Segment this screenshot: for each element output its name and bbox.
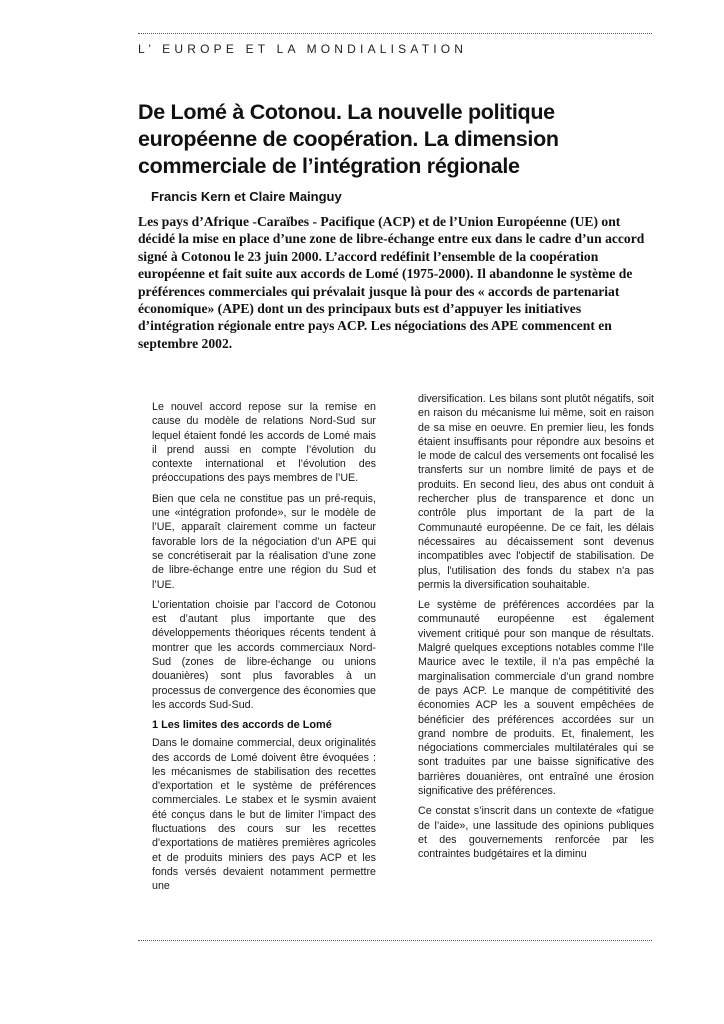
right-paragraph-1: diversification. Les bilans sont plutôt négatifs, soit en raison du mécanisme lui même, soit en raison de sa mise en oeuvre. En premier lieu, les fonds étaient insuffisants pour répondre aux besoins et le mode de calcul des versements ont focalisé les transferts sur un nombre limité de pays et de produits. En second lieu, des abus ont conduit à rechercher plus de transparence et donc un contrôle plus important de la part de la Communauté européenne. De ce fait, les délais nécessaires au décaissement sont devenus incompatibles avec l'objectif de stabilisation. De plus, l'utilisation des fonds du stabex n'a pas permis la diversification souhaitable. bbox=[418, 393, 654, 591]
left-paragraph-2: Bien que cela ne constitue pas un pré-requis, une «intégration profonde», sur le modèle de l’UE, apparaît clairement comme un facteur favorable lors de la négociation d’un APE qui se concrétiserait par la réalisation d’une zone de libre-échange entre une région du Sud et l’UE. bbox=[152, 492, 376, 591]
right-paragraph-2: Le système de préférences accordées par la communauté européenne est également vivement critiqué pour son manque de résultats. Malgré quelques exceptions notables comme l'Ile Maurice avec le textile, il n’a pas empêché la marginalisation commerciale d’un grand nombre de pays ACP. Le manque de compétitivité des économies ACP les a souvent empêchées de bénéficier des préférences accordées sur un grand nombre de produits. Et, finalement, les négociations commerciales multilatérales qui se sont traduites par une baisse significative des barrières douanières, ont entraîné une érosion significative des préférences. bbox=[418, 599, 654, 798]
left-paragraph-1: Le nouvel accord repose sur la remise en cause du modèle de relations Nord-Sud sur lequel étaient fondé les accords de Lomé mais il prend aussi en compte l’évolution du contexte international et l’évolution des préoccupations des pays membres de l’UE. bbox=[152, 401, 376, 485]
left-paragraph-4: Dans le domaine commercial, deux originalités des accords de Lomé doivent être évoquées : les mécanismes de stabilisation des recettes d'exportation et le système de préférences commerciales. Le stabex et le sysmin avaient été conçus dans le but de limiter l’impact des fluctuations des cours sur les recettes d'exportations de matières premières agricoles et de produits miniers des pays ACP et les fonds versés devaient notamment permettre une bbox=[152, 737, 376, 893]
right-column bbox=[418, 392, 654, 868]
running-header: L’ EUROPE ET LA MONDIALISATION bbox=[138, 42, 468, 56]
right-paragraph-3: Ce constat s’inscrit dans un contexte de «fatigue de l’aide», une lassitude des opinions publiques et des gouvernements renforcée par les contraintes budgétaires et la diminu bbox=[418, 805, 654, 861]
article-lead: Les pays d’Afrique -Caraïbes - Pacifique (ACP) et de l’Union Européenne (UE) ont décidé la mise en place d’une zone de libre-échange entre eux dans le cadre d’un accord signé à Cotonou le 23 juin 2000. L’accord redéfinit l’ensemble de la coopération européenne et fait suite aux accords de Lomé (1975-2000). Il abandonne le système de préférences commerciales qui prévalait jusque là pour des « accords de partenariat économique» (APE) dont un des principaux buts est d’appuyer les initiatives d’intégration régionale entre pays ACP. Les négociations des APE commencent en septembre 2002. bbox=[138, 214, 645, 351]
left-paragraph-3: L’orientation choisie par l’accord de Cotonou est d’autant plus importante que des développements théoriques récents tendent à montrer que les accords commerciaux Nord-Sud (zones de libre-échange ou unions douanières) sont plus favorables à un processus de convergence des économies que les accords Sud-Sud. bbox=[152, 598, 376, 711]
article-authors: Francis Kern et Claire Mainguy bbox=[151, 189, 342, 204]
left-column bbox=[152, 400, 376, 900]
article-title: De Lomé à Cotonou. La nouvelle politique européenne de coopération. La dimension commerciale de l’intégration régionale bbox=[138, 100, 559, 178]
section-heading: 1 Les limites des accords de Lomé bbox=[152, 719, 332, 732]
bottom-dotted-rule bbox=[138, 940, 652, 941]
top-dotted-rule bbox=[138, 33, 652, 34]
